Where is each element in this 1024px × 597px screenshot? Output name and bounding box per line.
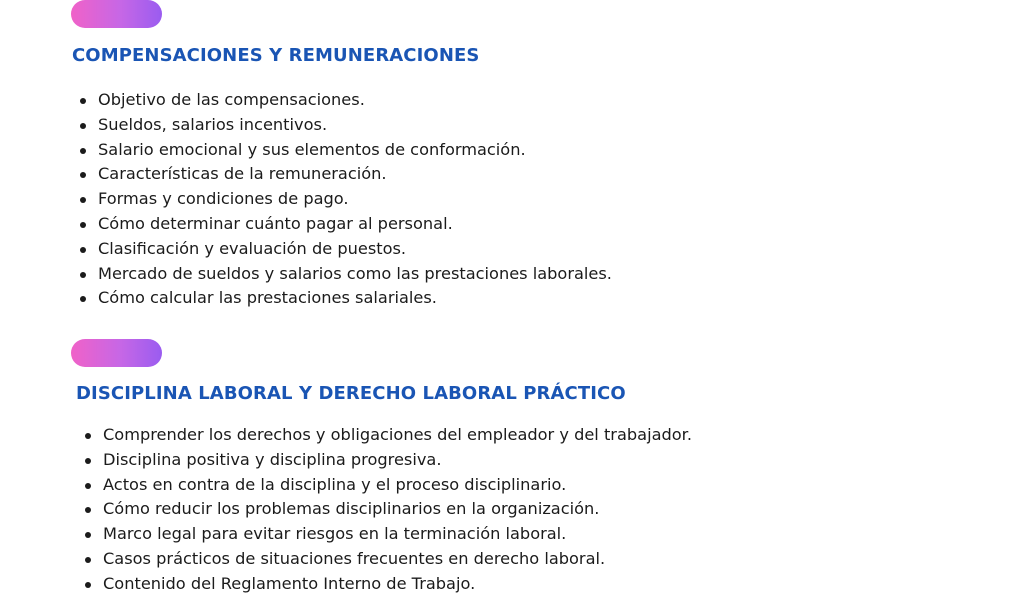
bullet-icon xyxy=(80,98,86,104)
list-item-text: Objetivo de las compensaciones. xyxy=(98,90,365,109)
bullet-icon xyxy=(85,483,91,489)
list-item-text: Salario emocional y sus elementos de conformación. xyxy=(98,139,526,159)
list-item-text: Contenido del Reglamento Interno de Trabajo. xyxy=(103,573,476,593)
list-item-text: Sueldos, salarios incentivos. xyxy=(98,114,328,134)
section-1-title: COMPENSACIONES Y REMUNERACIONES xyxy=(72,45,480,66)
bullet-icon xyxy=(85,557,91,563)
list-item xyxy=(75,113,612,138)
bullet-icon xyxy=(85,458,91,464)
list-item xyxy=(75,286,612,311)
list-item-text: Comprender los derechos y obligaciones del empleador y del trabajador. xyxy=(103,425,692,444)
bullet-icon xyxy=(80,272,86,278)
bullet-icon xyxy=(80,247,86,253)
bullet-icon xyxy=(80,222,86,228)
list-item-text: Mercado de sueldos y salarios como las prestaciones laborales. xyxy=(98,263,612,283)
list-item-text: Actos en contra de la disciplina y el proceso disciplinario. xyxy=(103,474,567,494)
list-item-text: Casos prácticos de situaciones frecuentes en derecho laboral. xyxy=(103,548,606,568)
section-1-accent-pill xyxy=(71,0,162,28)
list-item-text: Cómo determinar cuánto pagar al personal. xyxy=(98,213,453,233)
bullet-icon xyxy=(80,123,86,129)
section-2-accent-pill xyxy=(71,339,162,367)
bullet-icon xyxy=(85,507,91,513)
bullet-icon xyxy=(85,532,91,538)
bullet-icon xyxy=(80,296,86,302)
section-1-bullet-list xyxy=(75,88,612,311)
list-item-text: Disciplina positiva y disciplina progresiva. xyxy=(103,449,442,469)
list-item xyxy=(80,448,692,473)
section-2-bullet-list xyxy=(80,423,692,597)
list-item-text: Cómo calcular las prestaciones salariales. xyxy=(98,288,437,308)
bullet-icon xyxy=(80,172,86,178)
list-item xyxy=(75,262,612,287)
list-item xyxy=(75,162,612,187)
bullet-icon xyxy=(85,582,91,588)
list-item xyxy=(75,88,612,113)
bullet-icon xyxy=(80,197,86,203)
list-item xyxy=(80,423,692,448)
list-item xyxy=(80,497,692,522)
section-2-title: DISCIPLINA LABORAL Y DERECHO LABORAL PRÁCTICO xyxy=(76,383,626,404)
list-item xyxy=(75,237,612,262)
list-item-text: Cómo reducir los problemas disciplinarios en la organización. xyxy=(103,499,600,519)
list-item xyxy=(80,473,692,498)
bullet-icon xyxy=(85,433,91,439)
list-item-text: Clasificación y evaluación de puestos. xyxy=(98,238,407,258)
list-item xyxy=(80,547,692,572)
list-item xyxy=(75,138,612,163)
list-item-text: Características de la remuneración. xyxy=(98,164,387,184)
list-item xyxy=(80,522,692,547)
list-item-text: Marco legal para evitar riesgos en la terminación laboral. xyxy=(103,524,567,544)
bullet-icon xyxy=(80,148,86,154)
list-item xyxy=(75,187,612,212)
list-item-text: Formas y condiciones de pago. xyxy=(98,189,349,209)
list-item xyxy=(80,572,692,597)
list-item xyxy=(75,212,612,237)
